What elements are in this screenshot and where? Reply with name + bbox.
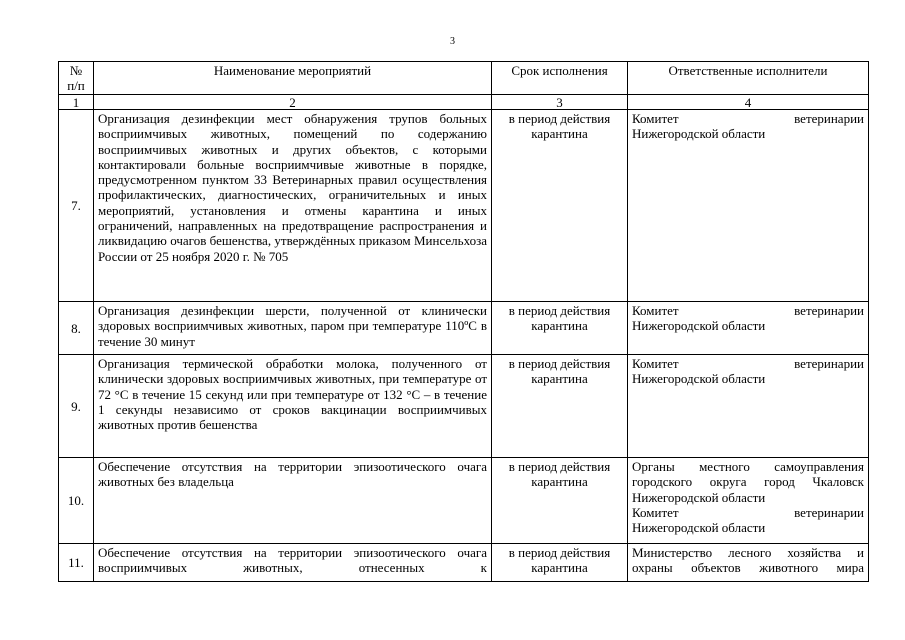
responsible-line: Комитет ветеринарии bbox=[632, 356, 864, 371]
measure-responsible bbox=[628, 355, 869, 458]
responsible-line: Комитет ветеринарии bbox=[632, 111, 864, 126]
measure-term: в период действия карантина bbox=[492, 110, 628, 302]
responsible-line: Органы местного самоуправления bbox=[632, 459, 864, 474]
column-index: 4 bbox=[628, 95, 869, 110]
measure-responsible bbox=[628, 110, 869, 302]
header-responsible: Ответственные исполнители bbox=[628, 62, 869, 95]
row-number: 9. bbox=[59, 355, 94, 458]
responsible-line: городского округа город Чкаловск bbox=[632, 474, 864, 490]
table-row bbox=[59, 544, 869, 582]
row-number: 10. bbox=[59, 458, 94, 544]
responsible-line: Министерство лесного хозяйства и bbox=[632, 545, 864, 560]
measure-responsible bbox=[628, 302, 869, 355]
column-index: 3 bbox=[492, 95, 628, 110]
measure-term: в период действия карантина bbox=[492, 544, 628, 582]
column-index: 2 bbox=[94, 95, 492, 110]
table-row bbox=[59, 302, 869, 355]
row-number: 7. bbox=[59, 110, 94, 302]
measure-name: Организация термической обработки молока, полученного от клинически здоровых восприимчивых животных, при температуре от 72 °C в течение 15 секунд или при температуре от 132 °C – в течение 1 секунды независимо от сроков вакцинации восприимчивых животных против бешенства bbox=[94, 355, 492, 458]
responsible-line: охраны объектов животного мира bbox=[632, 560, 864, 576]
column-index: 1 bbox=[59, 95, 94, 110]
measure-name: Организация дезинфекции шерсти, полученной от клинически здоровых восприимчивых животных, паром при температуре 110ºC в течение 30 минут bbox=[94, 302, 492, 355]
measure-name-text: Обеспечение отсутствия на территории эпизоотического очага восприимчивых животных, отнесенных к bbox=[98, 545, 487, 576]
measures-table bbox=[58, 61, 869, 582]
measure-name: Обеспечение отсутствия на территории эпизоотического очага животных без владельца bbox=[94, 458, 492, 544]
header-num: № п/п bbox=[59, 62, 94, 95]
table-row bbox=[59, 355, 869, 458]
header-name: Наименование мероприятий bbox=[94, 62, 492, 95]
measure-responsible bbox=[628, 458, 869, 544]
column-index-row bbox=[59, 95, 869, 110]
measure-term: в период действия карантина bbox=[492, 302, 628, 355]
row-number: 11. bbox=[59, 544, 94, 582]
table-row bbox=[59, 110, 869, 302]
responsible-line: Нижегородской области bbox=[632, 126, 766, 142]
table-header-row bbox=[59, 62, 869, 95]
responsible-line: Нижегородской области bbox=[632, 520, 766, 536]
page-number: 3 bbox=[450, 36, 455, 47]
responsible-line: Комитет ветеринарии bbox=[632, 504, 864, 520]
responsible-line: Комитет ветеринарии bbox=[632, 303, 864, 318]
table-row bbox=[59, 458, 869, 544]
measure-name bbox=[94, 544, 492, 582]
responsible-line: Нижегородской области bbox=[632, 371, 766, 387]
responsible-line: Нижегородской области bbox=[632, 318, 766, 334]
header-term: Срок исполнения bbox=[492, 62, 628, 95]
measure-responsible bbox=[628, 544, 869, 582]
measure-name: Организация дезинфекции мест обнаружения трупов больных восприимчивых животных, помещений по содержанию восприимчивых животных и других объектов, с которыми контактировали больные восприимчивые животные в порядке, предусмотренном пунктом 33 Ветеринарных правил осуществления профилактических, диагностических, ограничительных и иных мероприятий, установления и отмены карантина и иных ограничений, направленных на предотвращение распространения и ликвидацию очагов бешенства, утверждённых приказом Минсельхоза России от 25 ноября 2020 г. № 705 bbox=[94, 110, 492, 302]
row-number: 8. bbox=[59, 302, 94, 355]
measure-term: в период действия карантина bbox=[492, 458, 628, 544]
measure-term: в период действия карантина bbox=[492, 355, 628, 458]
responsible-line: Нижегородской области bbox=[632, 489, 766, 505]
